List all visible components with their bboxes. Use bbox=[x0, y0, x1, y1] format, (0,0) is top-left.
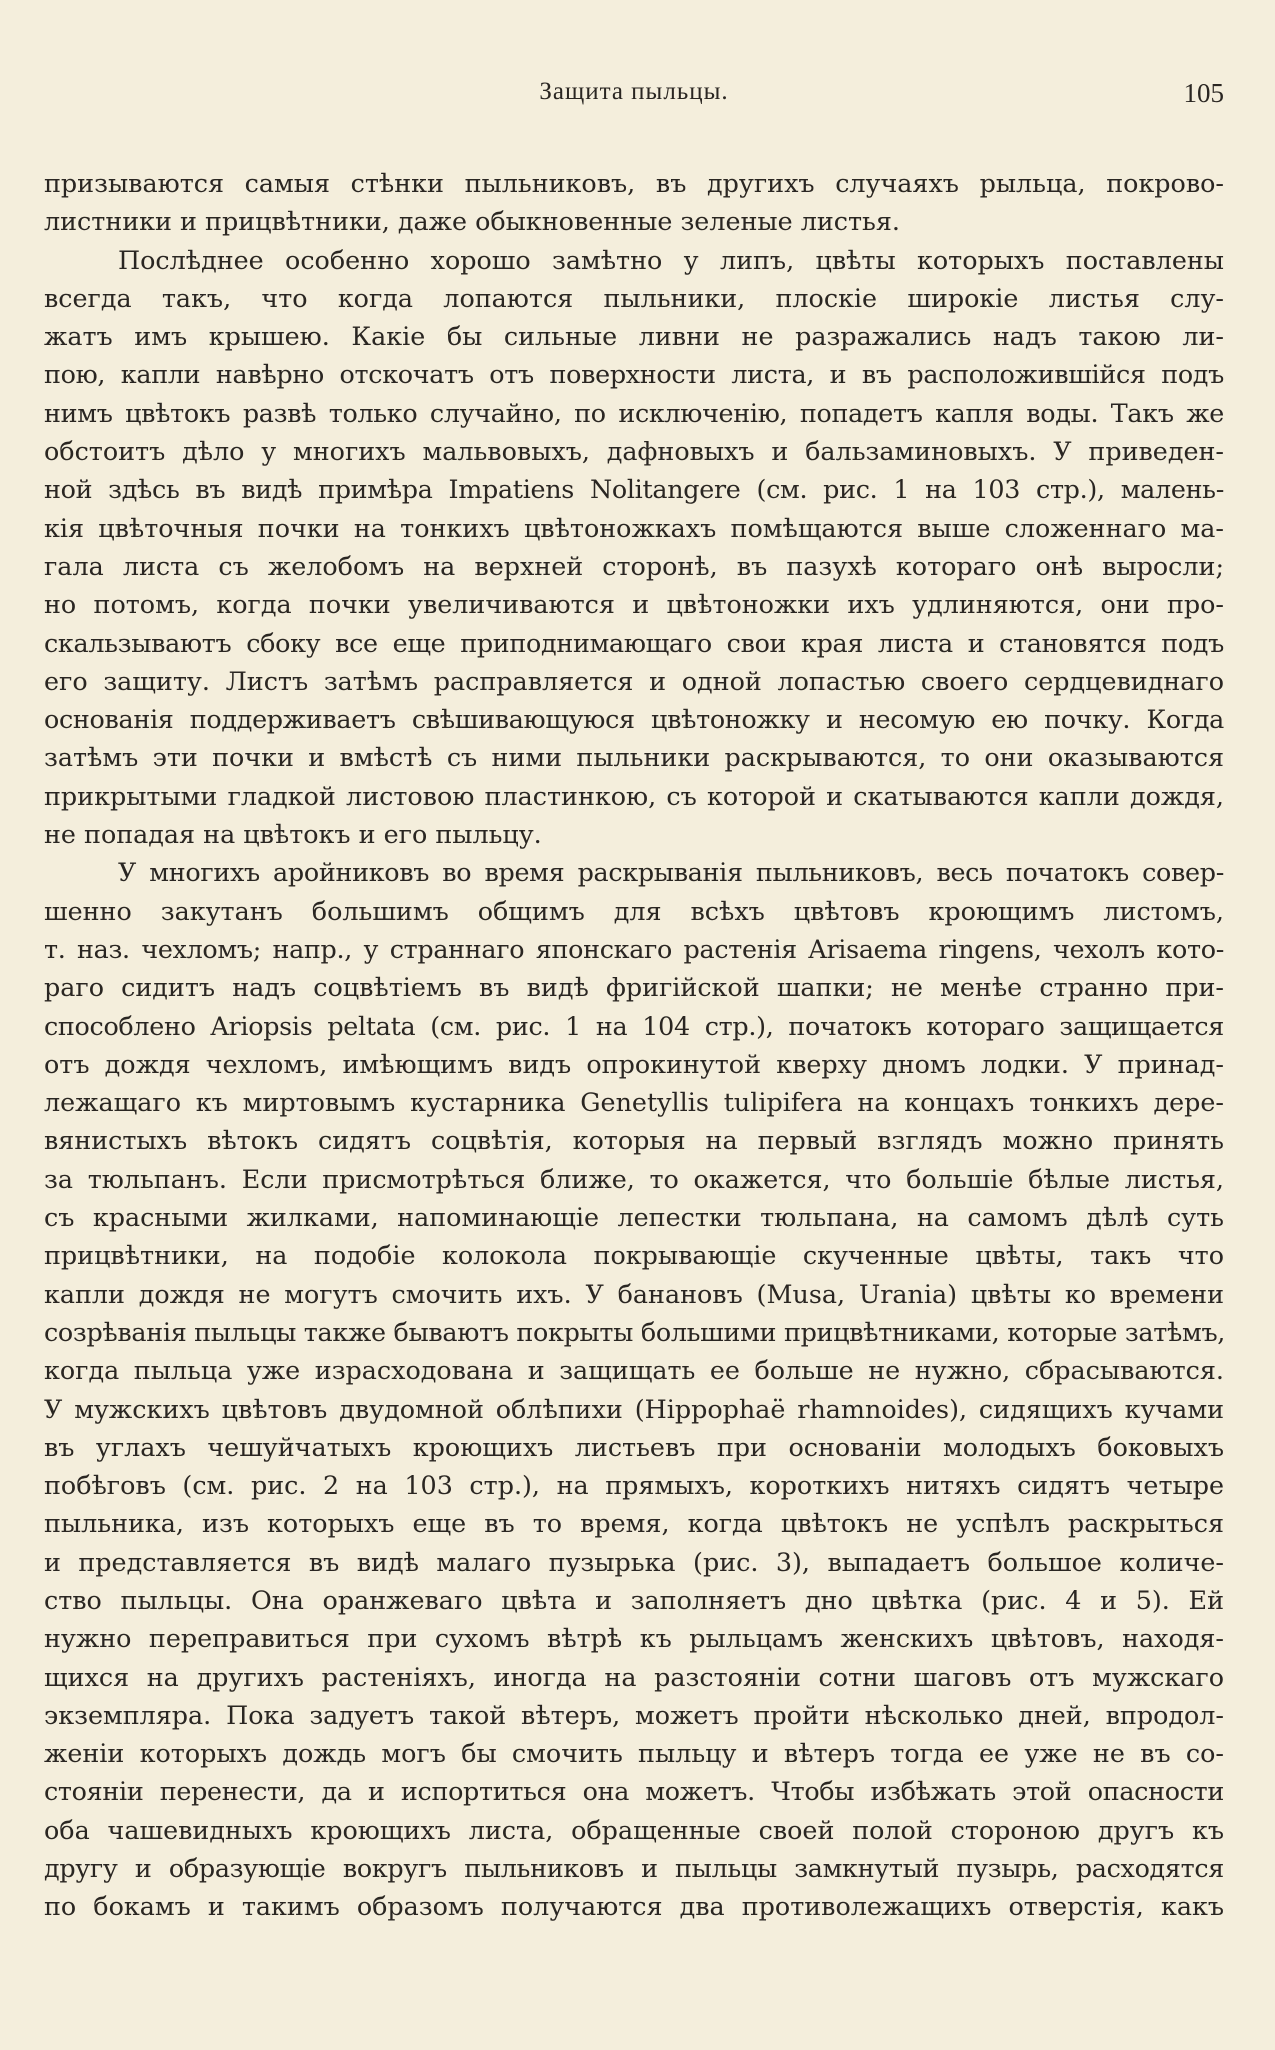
text-line: прикрытыми гладкой листовою пластинкою, съ которой и скатываются капли дождя, bbox=[44, 780, 1224, 811]
text-line: пыльника, изъ которыхъ еще въ то время, когда цвѣтокъ не успѣлъ раскрыться bbox=[44, 1508, 1224, 1539]
text-line: листники и прицвѣтники, даже обыкновенные зеленые листья. bbox=[44, 206, 900, 237]
text-line: оба чашевидныхъ кроющихъ листа, обращенные своей полой стороною другъ къ bbox=[44, 1814, 1224, 1845]
text-line: призываются самыя стѣнки пыльниковъ, въ другихъ случаяхъ рыльца, покрово- bbox=[44, 168, 1224, 198]
text-line: всегда такъ, что когда лопаются пыльники, плоскіе широкіе листья слу- bbox=[44, 282, 1224, 313]
text-line: скальзываютъ сбоку все еще приподнимающаго свои края листа и становятся подъ bbox=[44, 627, 1224, 658]
text-line: способлено Ariopsis peltata (см. рис. 1 на 104 стр.), початокъ котораго защищается bbox=[44, 1010, 1224, 1041]
text-line: и представляется въ видѣ малаго пузырька (рис. 3), выпадаетъ большое количе- bbox=[44, 1546, 1224, 1577]
text-line: по бокамъ и такимъ образомъ получаются два противолежащихъ отверстія, какъ bbox=[44, 1891, 1224, 1922]
text-line: шенно закутанъ большимъ общимъ для всѣхъ цвѣтовъ кроющимъ листомъ, bbox=[44, 895, 1224, 926]
text-line: У многихъ аройниковъ во время раскрыванія пыльниковъ, весь початокъ совер- bbox=[118, 857, 1224, 888]
text-line: гала листа съ желобомъ на верхней сторонѣ, въ пазухѣ котораго онѣ выросли; bbox=[44, 550, 1224, 581]
text-line: стояніи перенести, да и испортиться она можетъ. Чтобы избѣжать этой опасности bbox=[44, 1776, 1224, 1807]
text-line: У мужскихъ цвѣтовъ двудомной облѣпихи (Hippophaë rhamnoides), сидящихъ кучами bbox=[44, 1393, 1224, 1424]
text-line: въ углахъ чешуйчатыхъ кроющихъ листьевъ при основаніи молодыхъ боковыхъ bbox=[44, 1431, 1224, 1462]
text-line: отъ дождя чехломъ, имѣющимъ видъ опрокинутой кверху дномъ лодки. У принад- bbox=[44, 1048, 1224, 1079]
running-title: Защита пыльцы. bbox=[539, 78, 729, 105]
text-line: нимъ цвѣтокъ развѣ только случайно, по исключенію, попадетъ капля воды. Такъ же bbox=[44, 397, 1224, 428]
text-line: не попадая на цвѣтокъ и его пыльцу. bbox=[44, 819, 542, 850]
text-line: пою, капли навѣрно отскочатъ отъ поверхности листа, и въ расположившійся подъ bbox=[44, 359, 1224, 390]
text-line: нужно переправиться при сухомъ вѣтрѣ къ рыльцамъ женскихъ цвѣтовъ, находя- bbox=[44, 1623, 1224, 1654]
page-number: 105 bbox=[1183, 78, 1224, 108]
text-line: побѣговъ (см. рис. 2 на 103 стр.), на прямыхъ, короткихъ нитяхъ сидятъ четыре bbox=[44, 1470, 1224, 1501]
text-line: ство пыльцы. Она оранжеваго цвѣта и заполняетъ дно цвѣтка (рис. 4 и 5). Ей bbox=[44, 1584, 1224, 1615]
text-line: капли дождя не могутъ смочить ихъ. У банановъ (Musa, Urania) цвѣты ко времени bbox=[44, 1278, 1224, 1309]
text-line: затѣмъ эти почки и вмѣстѣ съ ними пыльники раскрываются, то они оказываются bbox=[44, 742, 1224, 773]
text-line: вянистыхъ вѣтокъ сидятъ соцвѣтія, которыя на первый взглядъ можно принять bbox=[44, 1125, 1224, 1156]
text-line: его защиту. Листъ затѣмъ расправляется и одной лопастью своего сердцевиднаго bbox=[44, 665, 1224, 696]
text-line: женіи которыхъ дождь могъ бы смочить пыльцу и вѣтеръ тогда ее уже не въ со- bbox=[44, 1738, 1224, 1769]
text-line: за тюльпанъ. Если присмотрѣться ближе, то окажется, что большіе бѣлые листья, bbox=[44, 1163, 1224, 1194]
text-line: щихся на другихъ растеніяхъ, иногда на разстояніи сотни шаговъ отъ мужскаго bbox=[44, 1661, 1224, 1692]
text-line: другу и образующіе вокругъ пыльниковъ и пыльцы замкнутый пузырь, расходятся bbox=[44, 1853, 1224, 1884]
text-line: обстоитъ дѣло у многихъ мальвовыхъ, дафновыхъ и бальзаминовыхъ. У приведен- bbox=[44, 436, 1224, 467]
text-line: раго сидитъ надъ соцвѣтіемъ въ видѣ фригійской шапки; не менѣе странно при- bbox=[44, 972, 1224, 1003]
text-line: т. наз. чехломъ; напр., у страннаго японскаго растенія Arisaema ringens, чехолъ кото- bbox=[44, 933, 1224, 964]
text-line: кія цвѣточныя почки на тонкихъ цвѣтоножкахъ помѣщаются выше сложеннаго ма- bbox=[44, 512, 1224, 543]
text-line: прицвѣтники, на подобіе колокола покрывающіе скученные цвѣты, такъ что bbox=[44, 1240, 1224, 1271]
text-line: съ красными жилками, напоминающіе лепестки тюльпана, на самомъ дѣлѣ суть bbox=[44, 1202, 1224, 1233]
text-line: лежащаго къ миртовымъ кустарника Genetyllis tulipifera на концахъ тонкихъ дере- bbox=[44, 1087, 1224, 1118]
page-header bbox=[44, 78, 1224, 118]
text-line: созрѣванія пыльцы также бываютъ покрыты большими прицвѣтниками, которые затѣмъ, bbox=[44, 1316, 1226, 1347]
text-line: основанія поддерживаетъ свѣшивающуюся цвѣтоножку и несомую ею почку. Когда bbox=[44, 704, 1224, 735]
text-line: жатъ имъ крышею. Какіе бы сильные ливни не разражались надъ такою ли- bbox=[44, 321, 1224, 352]
text-line: когда пыльца уже израсходована и защищать ее больше не нужно, сбрасываются. bbox=[44, 1355, 1224, 1386]
text-line: Послѣднее особенно хорошо замѣтно у липъ, цвѣты которыхъ поставлены bbox=[118, 244, 1224, 275]
text-line: но потомъ, когда почки увеличиваются и цвѣтоножки ихъ удлиняются, они про- bbox=[44, 589, 1224, 620]
text-line: ной здѣсь въ видѣ примѣра Impatiens Nolitangere (см. рис. 1 на 103 стр.), малень- bbox=[44, 474, 1224, 505]
body-text bbox=[44, 164, 1224, 1926]
text-line: экземпляра. Пока задуетъ такой вѣтеръ, можетъ пройти нѣсколько дней, впродол- bbox=[44, 1699, 1224, 1730]
